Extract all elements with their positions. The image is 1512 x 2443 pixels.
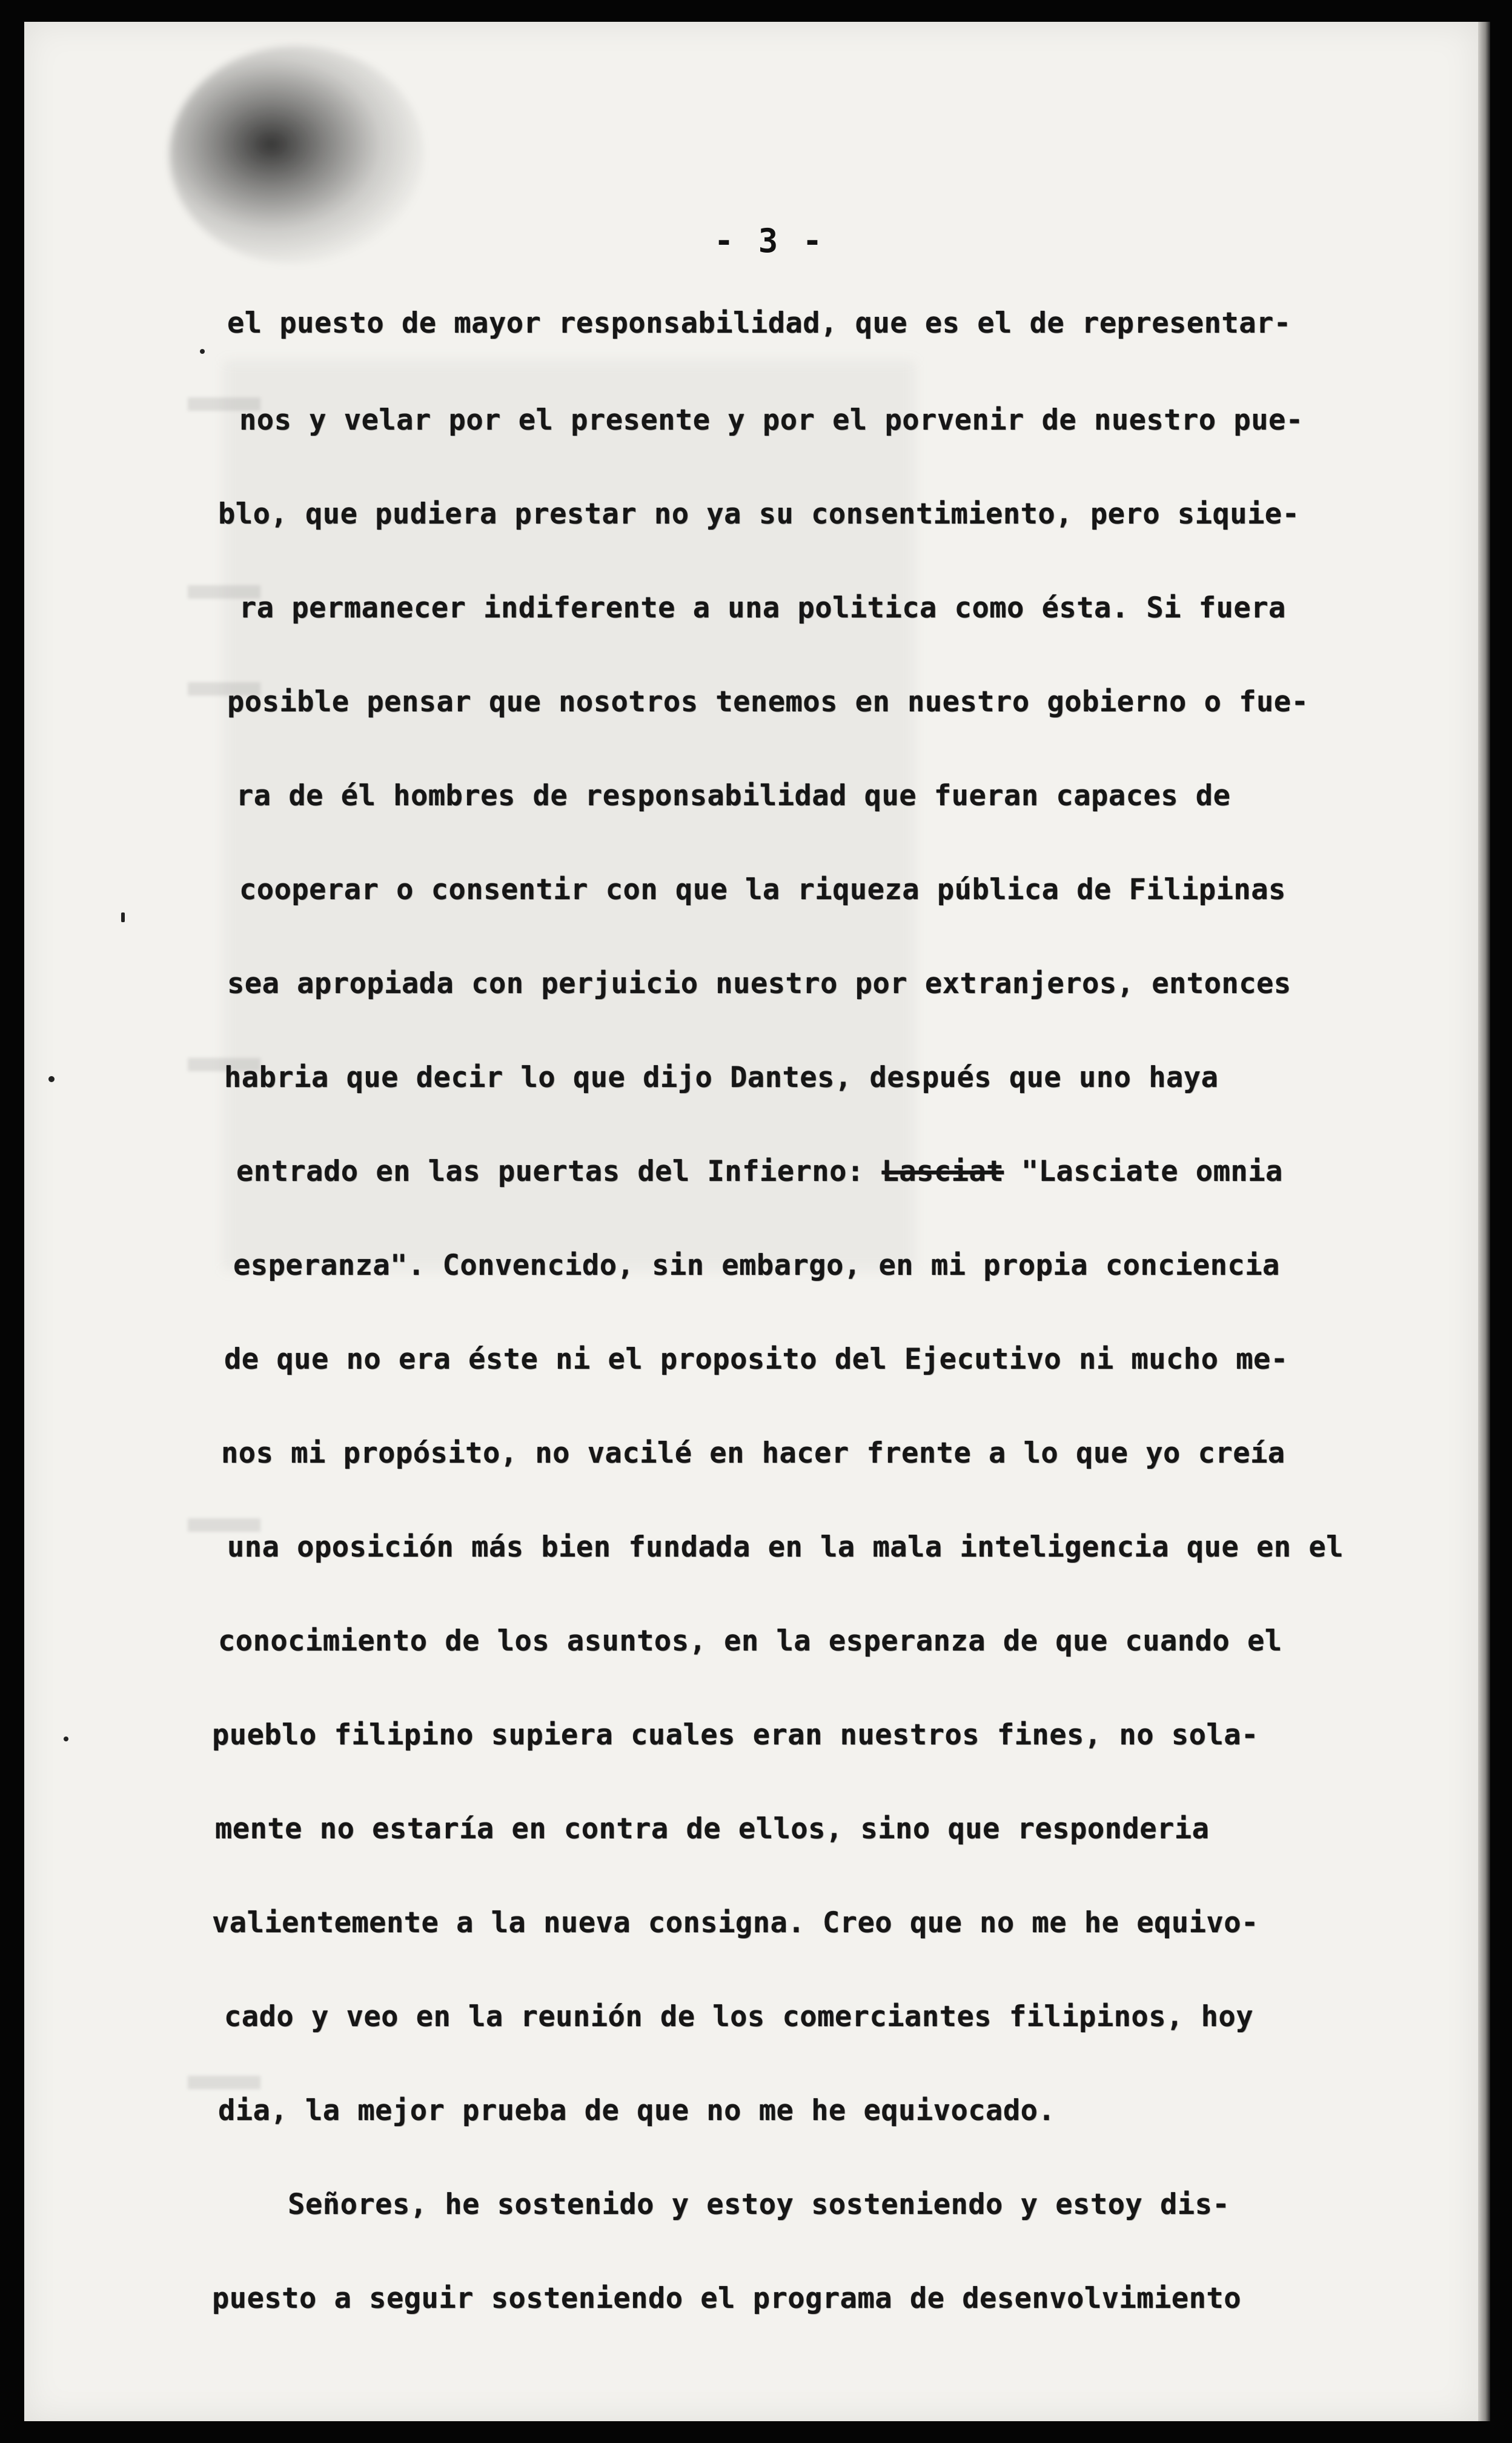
body-text xyxy=(24,22,1478,2421)
text-line: cooperar o consentir con que la riqueza pública de Filipinas xyxy=(239,873,1286,906)
struck-out-word: Lasciat xyxy=(881,1155,1004,1188)
speck xyxy=(48,1076,55,1082)
text-line: ra de él hombres de responsabilidad que fueran capaces de xyxy=(236,779,1231,813)
text-line: de que no era éste ni el proposito del Ejecutivo ni mucho me- xyxy=(224,1343,1288,1376)
document-page xyxy=(24,22,1478,2421)
speck xyxy=(121,912,125,922)
text-line: sea apropiada con perjuicio nuestro por extranjeros, entonces xyxy=(227,967,1292,1000)
text-line: nos y velar por el presente y por el porvenir de nuestro pue- xyxy=(239,404,1304,437)
text-line: nos mi propósito, no vacilé en hacer frente a lo que yo creía xyxy=(221,1437,1285,1470)
text-line: habria que decir lo que dijo Dantes, después que uno haya xyxy=(224,1061,1219,1094)
speck xyxy=(200,349,205,354)
text-line: Señores, he sostenido y estoy sosteniendo y estoy dis- xyxy=(218,2188,1230,2221)
text-line: posible pensar que nosotros tenemos en nuestro gobierno o fue- xyxy=(227,685,1309,719)
text-line: cado y veo en la reunión de los comerciantes filipinos, hoy xyxy=(224,2000,1253,2033)
text-line: conocimiento de los asuntos, en la esperanza de que cuando el xyxy=(218,1624,1282,1658)
text-line: puesto a seguir sosteniendo el programa de desenvolvimiento xyxy=(212,2282,1241,2315)
text-line: el puesto de mayor responsabilidad, que es el de representar- xyxy=(227,307,1292,340)
speck xyxy=(64,1737,68,1741)
text-line: ra permanecer indiferente a una politica como ésta. Si fuera xyxy=(239,591,1286,625)
text-line: mente no estaría en contra de ellos, sino que responderia xyxy=(215,1812,1210,1846)
page-edge xyxy=(1478,22,1490,2421)
text-line: valientemente a la nueva consigna. Creo que no me he equivo- xyxy=(212,1906,1259,1939)
text-line: una oposición más bien fundada en la mala inteligencia que en el xyxy=(227,1531,1344,1564)
text-segment: "Lasciate omnia xyxy=(1004,1155,1283,1188)
text-line: esperanza". Convencido, sin embargo, en mi propia conciencia xyxy=(233,1249,1280,1282)
text-line xyxy=(236,1155,1283,1188)
page-number: - 3 - xyxy=(714,222,825,260)
text-segment: entrado en las puertas del Infierno: xyxy=(236,1155,882,1188)
text-line: dia, la mejor prueba de que no me he equivocado. xyxy=(218,2094,1056,2127)
text-line: pueblo filipino supiera cuales eran nuestros fines, no sola- xyxy=(212,1718,1259,1752)
text-line: blo, que pudiera prestar no ya su consentimiento, pero siquie- xyxy=(218,497,1300,531)
